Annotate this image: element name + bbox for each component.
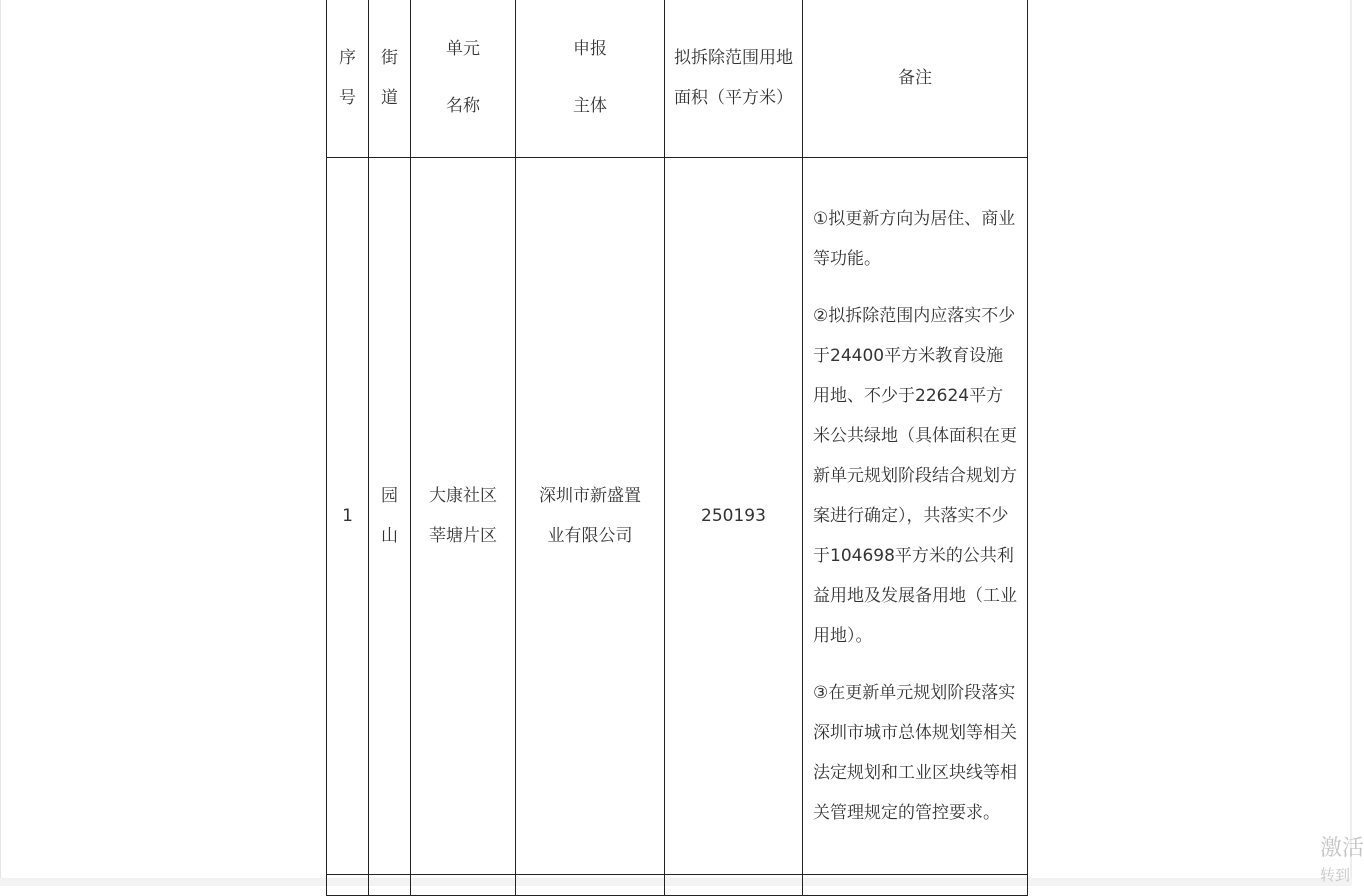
tail-cell [369, 875, 411, 896]
tail-cell [665, 875, 803, 896]
table-row [327, 158, 1028, 875]
table-header-row [327, 0, 1028, 158]
activation-watermark: 激活 [1320, 836, 1364, 861]
cell-applicant-line1: 深圳市新盛置 [539, 486, 641, 506]
cell-seq [327, 158, 369, 875]
header-area [665, 0, 803, 158]
remark-item-1: ①拟更新方向为居住、商业等功能。 [813, 209, 1016, 269]
cell-unit-name-line2: 莘塘片区 [429, 526, 497, 546]
tail-cell [803, 875, 1028, 896]
activation-watermark-sub: 转到 [1320, 866, 1351, 884]
tail-cell [327, 875, 369, 896]
header-unit-name-line1: 单元 [446, 39, 480, 59]
cell-applicant-line2: 业有限公司 [547, 526, 633, 546]
cell-unit-name-line1: 大康社区 [429, 486, 497, 506]
header-applicant [516, 0, 665, 158]
page-edge-left [0, 0, 1, 886]
header-street [369, 0, 411, 158]
header-seq-text: 序号 [339, 48, 356, 108]
header-remarks-text: 备注 [898, 68, 932, 88]
table-next-row-partial [327, 875, 1028, 896]
cell-street [369, 158, 411, 875]
page-edge-right [1350, 0, 1352, 886]
renewal-unit-table [326, 0, 1028, 896]
header-applicant-line1: 申报 [573, 39, 607, 59]
remark-item-2: ②拟拆除范围内应落实不少于24400平方米教育设施用地、不少于22624平方米公共绿地（具体面积在更新单元规划阶段结合规划方案进行确定），共落实不少于104698平方米的公共利益用地及发展备用地（工业用地）。 [813, 306, 1017, 646]
remark-item-3: ③在更新单元规划阶段落实深圳市城市总体规划等相关法定规划和工业区块线等相关管理规定的管控要求。 [813, 683, 1017, 823]
cell-area [665, 158, 803, 875]
header-street-text: 街道 [381, 48, 398, 108]
header-remarks [803, 0, 1028, 158]
cell-applicant [516, 158, 665, 875]
header-seq [327, 0, 369, 158]
header-area-text: 拟拆除范围用地面积（平方米） [674, 48, 793, 108]
tail-cell [411, 875, 516, 896]
cell-remarks [803, 158, 1028, 875]
cell-street-text: 园山 [381, 486, 398, 546]
cell-area-text: 250193 [701, 506, 766, 526]
header-unit-name-line2: 名称 [446, 96, 480, 116]
header-applicant-line2: 主体 [573, 96, 607, 116]
cell-seq-text: 1 [342, 506, 353, 526]
cell-unit-name [411, 158, 516, 875]
tail-cell [516, 875, 665, 896]
header-unit-name [411, 0, 516, 158]
